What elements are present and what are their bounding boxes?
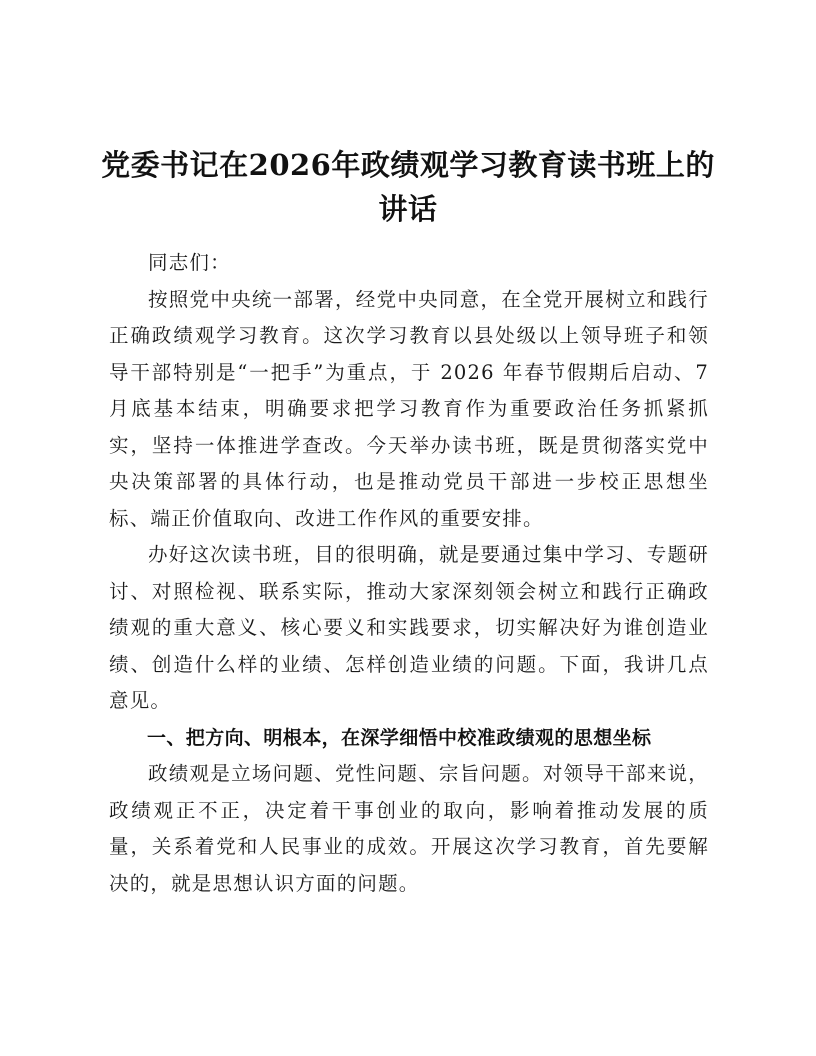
paragraph: 办好这次读书班，目的很明确，就是要通过集中学习、专题研讨、对照检视、联系实际，推动大家深刻领会树立和践行正确政绩观的重大意义、核心要义和实践要求，切实解决好为谁创造业绩、创造什么样的业绩、怎样创造业绩的问题。下面，我讲几点意见。: [109, 543, 709, 712]
paragraph: 政绩观是立场问题、党性问题、宗旨问题。对领导干部来说，政绩观正不正，决定着干事创业的取向，影响着推动发展的质量，关系着党和人民事业的成效。开展这次学习教育，首先要解决的，就是思想认识方面的问题。: [109, 762, 709, 895]
document-title: 党委书记在2026年政绩观学习教育读书班上的讲话: [101, 148, 715, 226]
section-heading: 一、把方向、明根本，在深学细悟中校准政绩观的思想坐标: [147, 726, 652, 749]
salutation: 同志们：: [148, 251, 231, 274]
paragraph: 按照党中央统一部署，经党中央同意，在全党开展树立和践行正确政绩观学习教育。这次学习教育以县处级以上领导班子和领导干部特别是“一把手”为重点，于 2026 年春节假期后启动、7月底基本结束，明确要求把学习教育作为重要政治任务抓紧抓实，坚持一体推进学查改。今天举办读书班，既是贯彻落实党中央决策部署的具体行动，也是推动党员干部进一步校正思想坐标、端正价值取向、改进工作作风的重要安排。: [109, 287, 709, 530]
document-body: [109, 245, 709, 902]
